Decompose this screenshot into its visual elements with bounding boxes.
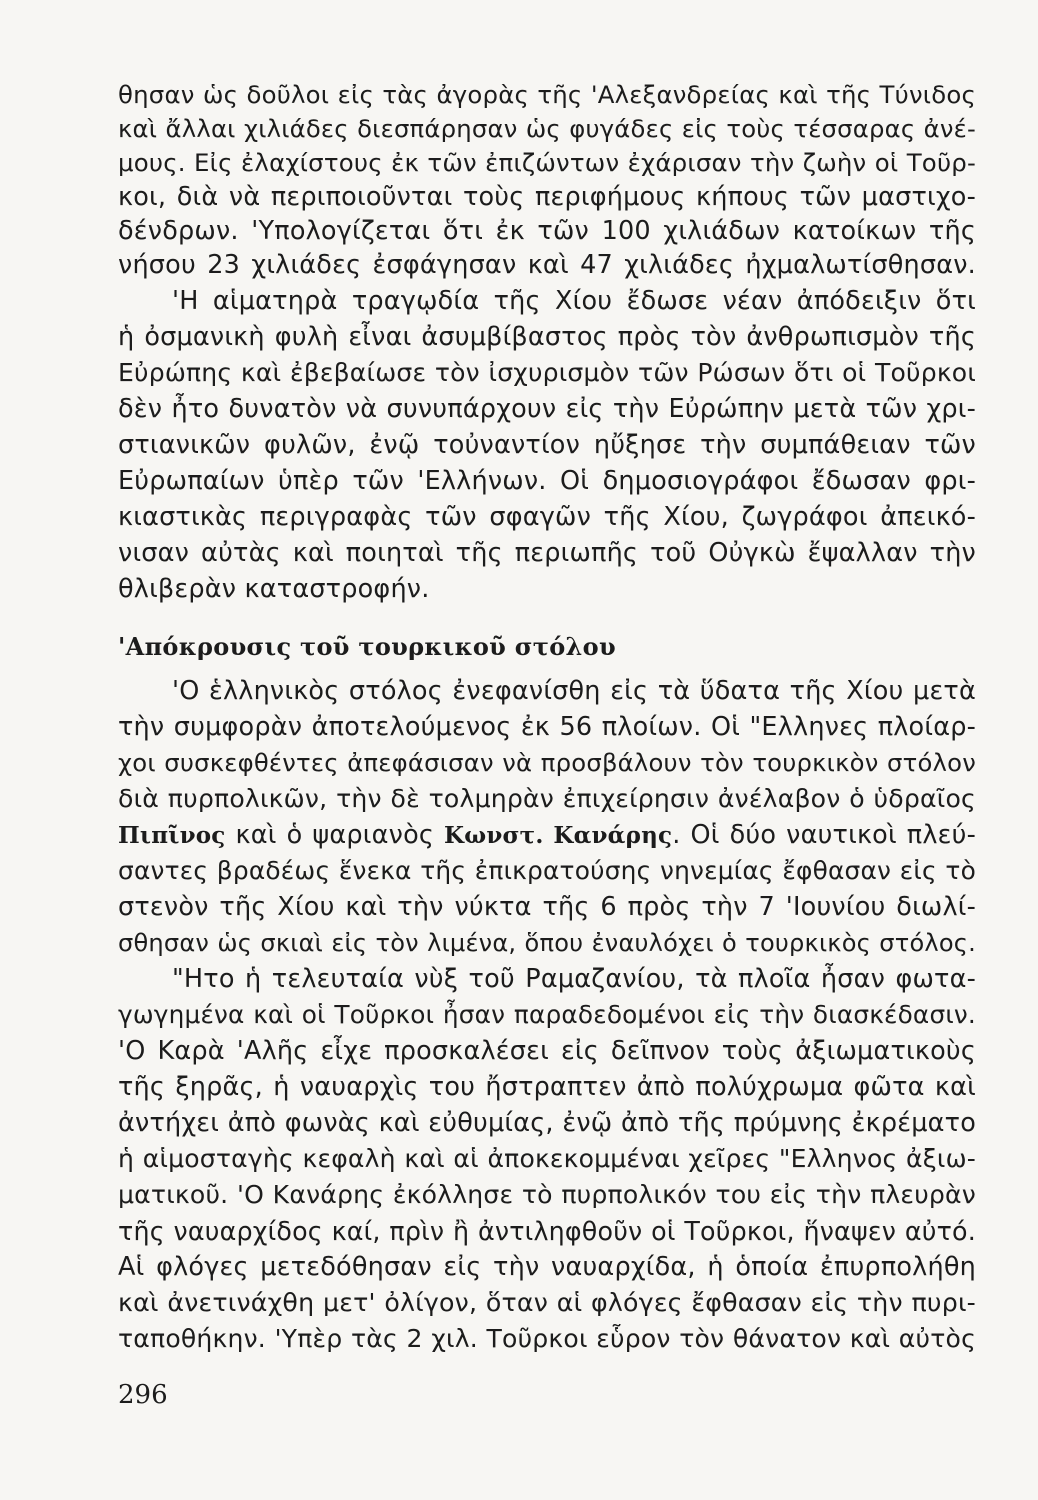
text-line: διὰ πυρπολικῶν, τὴν δὲ τολμηρὰν ἐπιχείρησιν ἀνέλαβον ὁ ὑδραῖος [118, 784, 976, 813]
text-line: θλιβερὰν καταστροφήν. [118, 574, 430, 604]
text-line: δένδρων. 'Υπολογίζεται ὅτι ἐκ τῶν 100 χιλιάδων κατοίκων τῆς [118, 216, 976, 246]
text-line: σθησαν ὡς σκιαὶ εἰς τὸν λιμένα, ὅπου ἐναυλόχει ὁ τουρκικὸς στόλος. [118, 929, 976, 957]
text-line: Αἱ φλόγες μετεδόθησαν εἰς τὴν ναυαρχίδα, ἡ ὁποία ἐπυρπολήθη [118, 1252, 976, 1282]
section-heading: 'Απόκρουσις τοῦ τουρκικοῦ στόλου [118, 632, 616, 661]
text-line: 'Η αἱματηρὰ τραγῳδία τῆς Χίου ἔδωσε νέαν ἀπόδειξιν ὅτι [172, 286, 976, 316]
text-line: στενὸν τῆς Χίου καὶ τὴν νύκτα τῆς 6 πρὸς τὴν 7 'Ιουνίου διωλί- [118, 892, 976, 922]
text-line: νισαν αὐτὰς καὶ ποιηταὶ τῆς περιωπῆς τοῦ Οὐγκὼ ἔψαλλαν τὴν [118, 538, 976, 568]
text-line: ἡ αἱμοσταγὴς κεφαλὴ καὶ αἱ ἀποκεκομμέναι χεῖρες "Ελληνος ἀξιω- [118, 1144, 976, 1173]
text-line: κιαστικὰς περιγραφὰς τῶν σφαγῶν τῆς Χίου, ζωγράφοι ἀπεικό- [118, 502, 976, 532]
text-line: "Ητο ἡ τελευταία νὺξ τοῦ Ραμαζανίου, τὰ πλοῖα ἦσαν φωτα- [172, 964, 976, 994]
name-kanaris: Κωνστ. Κανάρης [444, 822, 673, 849]
text-line: τῆς ναυαρχίδος καί, πρὶν ἢ ἀντιληφθοῦν οἱ Τοῦρκοι, ἥναψεν αὐτό. [118, 1216, 976, 1246]
text-fragment: καὶ ὁ ψαριανὸς [225, 820, 445, 850]
text-line: νήσου 23 χιλιάδες ἐσφάγησαν καὶ 47 χιλιάδες ἠχμαλωτίσθησαν. [118, 250, 976, 280]
text-line: θησαν ὡς δοῦλοι εἰς τὰς ἀγορὰς τῆς 'Αλεξανδρείας καὶ τῆς Τύνιδος [118, 80, 976, 109]
text-line: μους. Εἰς ἐλαχίστους ἐκ τῶν ἐπιζώντων ἐχάρισαν τὴν ζωὴν οἱ Τοῦρ- [118, 148, 976, 177]
text-line: ἡ ὀσμανικὴ φυλὴ εἶναι ἀσυμβίβαστος πρὸς τὸν ἀνθρωπισμὸν τῆς [118, 322, 976, 352]
text-line: Εὐρωπαίων ὑπὲρ τῶν 'Ελλήνων. Οἱ δημοσιογράφοι ἔδωσαν φρι- [118, 466, 976, 496]
text-line: Εὐρώπης καὶ ἐβεβαίωσε τὸν ἰσχυρισμὸν τῶν Ρώσων ὅτι οἱ Τοῦρκοι [118, 358, 976, 387]
text-line: τῆς ξηρᾶς, ἡ ναυαρχὶς του ἤστραπτεν ἀπὸ πολύχρωμα φῶτα καὶ [118, 1072, 976, 1102]
text-line [118, 818, 976, 853]
text-line: καὶ ἀνετινάχθη μετ' ὀλίγον, ὅταν αἱ φλόγες ἔφθασαν εἰς τὴν πυρι- [118, 1288, 976, 1317]
text-line: ἀντήχει ἀπὸ φωνὰς καὶ εὐθυμίας, ἐνῷ ἀπὸ τῆς πρύμνης ἐκρέματο [118, 1108, 976, 1138]
text-line: σαντες βραδέως ἕνεκα τῆς ἐπικρατούσης νηνεμίας ἔφθασαν εἰς τὸ [118, 856, 976, 885]
text-line: 'Ο ἑλληνικὸς στόλος ἐνεφανίσθη εἰς τὰ ὕδατα τῆς Χίου μετὰ [172, 676, 976, 706]
text-line: στιανικῶν φυλῶν, ἐνῷ τοὐναντίον ηὔξησε τὴν συμπάθειαν τῶν [118, 430, 976, 460]
text-line: 'Ο Καρὰ 'Αλῆς εἶχε προσκαλέσει εἰς δεῖπνον τοὺς ἀξιωματικοὺς [118, 1036, 976, 1066]
text-line: ταποθήκην. 'Υπὲρ τὰς 2 χιλ. Τοῦρκοι εὗρον τὸν θάνατον καὶ αὐτὸς [118, 1324, 976, 1353]
text-line: τὴν συμφορὰν ἀποτελούμενος ἐκ 56 πλοίων. Οἱ "Ελληνες πλοίαρ- [118, 712, 976, 742]
name-pipinos: Πιπῖνος [118, 822, 226, 849]
text-fragment: . Οἱ δύο ναυτικοὶ πλεύ- [672, 820, 976, 850]
text-line: χοι συσκεφθέντες ἀπεφάσισαν νὰ προσβάλουν τὸν τουρκικὸν στόλον [118, 748, 976, 777]
text-line: ματικοῦ. 'Ο Κανάρης ἐκόλλησε τὸ πυρπολικόν του εἰς τὴν πλευρὰν [118, 1180, 976, 1209]
text-line: καὶ ἄλλαι χιλιάδες διεσπάρησαν ὡς φυγάδες εἰς τοὺς τέσσαρας ἀνέ- [118, 114, 976, 143]
text-line: δὲν ἦτο δυνατὸν νὰ συνυπάρχουν εἰς τὴν Εὐρώπην μετὰ τῶν χρι- [118, 394, 976, 424]
page-number: 296 [118, 1380, 168, 1410]
text-line: κοι, διὰ νὰ περιποιοῦνται τοὺς περιφήμους κήπους τῶν μαστιχο- [118, 182, 976, 212]
text-line: γωγημένα καὶ οἱ Τοῦρκοι ἦσαν παραδεδομένοι εἰς τὴν διασκέδασιν. [118, 1000, 976, 1029]
